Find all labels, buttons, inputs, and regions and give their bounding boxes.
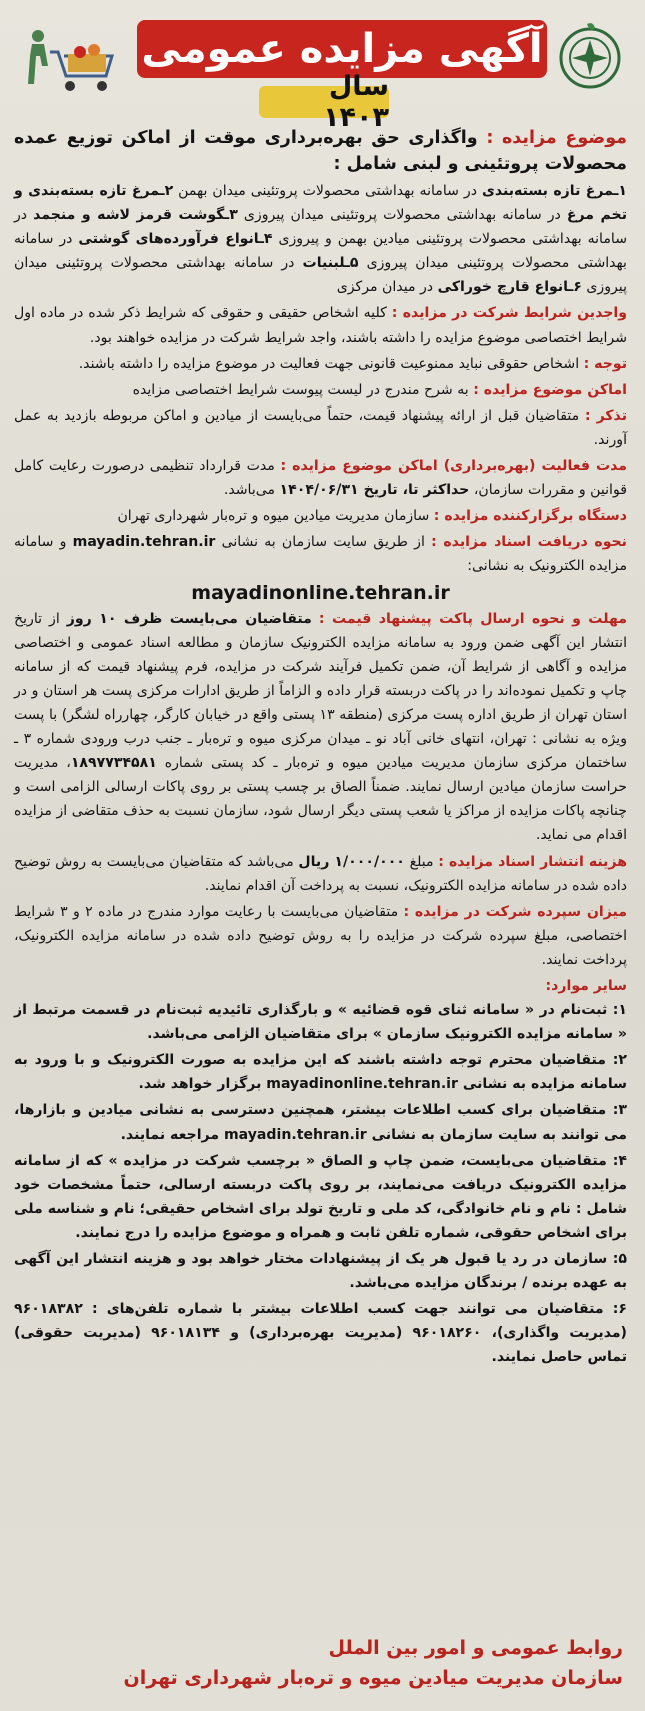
duration-paragraph — [14, 454, 627, 502]
subject-items — [14, 179, 627, 299]
note-paragraph — [14, 352, 627, 376]
documents-text-2: و سامانه مزایده الکترونیک به نشانی: — [14, 534, 627, 575]
other-item: ۵: سازمان در رد یا قبول هر یک از پیشنهادات مختار خواهد بود و هزینه انتشار این آگهی به عهده برنده / برندگان مزایده می‌باشد. — [14, 1251, 627, 1292]
reminder-paragraph — [14, 404, 627, 452]
item-place: در سامانه بهداشتی محصولات پروتئینی میدان بهمن — [178, 183, 477, 199]
item-number: ۳ـ — [224, 207, 238, 224]
organizer-text: سازمان مدیریت میادین میوه و تره‌بار شهرداری تهران — [117, 508, 430, 525]
duration-text: مدت قرارداد تنظیمی درصورت رعایت کامل قوانین و مقررات سازمان، — [14, 458, 627, 499]
eligibility-paragraph — [14, 301, 627, 349]
year-box — [259, 71, 389, 133]
item-name: لبنیات — [302, 255, 346, 272]
locations-label: اماکن موضوع مزایده : — [473, 381, 627, 398]
duration-text-end: می‌باشد. — [223, 482, 276, 499]
item-number: ۱ـ — [613, 183, 628, 199]
shopping-cart-icon — [24, 28, 116, 96]
other-item: ۴: متقاضیان می‌بایست، ضمن چاپ و الصاق « برچسب شرکت در مزایده » که از سامانه مزایده الکترونیک دریافت می‌نمایند، بر روی پاکت دربسته ارسالی، حتماً مشخصات خود شامل : نام و نام خانوادگی، کد ملی و تاریخ تولد برای اشخاص حقیقی؛ نام و شناسه ملی برای اشخاص حقوقی، شماره تلفن ثابت و همراه و موضوع مزایده را درج نمایند. — [14, 1152, 627, 1241]
item-place: در میدان مرکزی — [336, 279, 434, 296]
reminder-label: تذکر : — [584, 407, 627, 424]
ad-body — [14, 125, 627, 1370]
eligibility-label: واجدین شرایط شرکت در مزایده : — [391, 305, 627, 322]
header — [14, 14, 627, 133]
doc-cost-text: مبلغ — [409, 853, 434, 870]
deadline-label: مهلت و نحوه ارسال پاکت پیشنهاد قیمت : — [318, 610, 627, 627]
other-heading — [14, 974, 627, 998]
footer-line-2: سازمان مدیریت میادین میوه و تره‌بار شهرداری تهران — [123, 1667, 623, 1689]
other-item: ۳: متقاضیان برای کسب اطلاعات بیشتر، همچنین دسترسی به نشانی میادین و بازارها، می توانند به سایت سازمان به نشانی mayadin.tehran.ir مراجعه نمایند. — [14, 1102, 627, 1143]
deposit-paragraph — [14, 900, 627, 972]
organizer-label: دستگاه برگزارکننده مزایده : — [433, 508, 627, 525]
deadline-text-2: ، مدیریت حراست سازمان میادین ارسال نمایند. ضمناً الصاق بر چسب پستی بر روی پاکات ارسالی الزامی است و چنانچه پاکات مزایده از مراکز یا شعب پستی دیگر ارسال شود، سازمان نسبت به حذف متقاضی از مزایده اقدام می نماید. — [14, 755, 627, 844]
tehran-municipality-logo-icon — [557, 20, 623, 90]
footer-line-1: روابط عمومی و امور بین الملل — [328, 1637, 623, 1659]
item-number: ۴ـ — [259, 231, 273, 248]
other-label: سایر موارد: — [545, 978, 627, 994]
deposit-text: متقاضیان می‌بایست با رعایت موارد مندرج در ماده ۲ و ۳ شرایط اختصاصی، مبلغ سپرده شرکت در مزایده را به روش توضیح داده شده در سامانه مزایده الکترونیک، پرداخت نمایند. — [14, 903, 627, 968]
other-item: ۱: ثبت‌نام در « سامانه ثنای قوه قضائیه » و بارگذاری تائیدیه ثبت‌نام در قسمت مرتبط از « سامانه مزایده الکترونیک سازمان » برای متقاضیان الزامی می‌باشد. — [14, 1002, 627, 1043]
year-label: سال ۱۴۰۳ — [323, 71, 389, 133]
locations-text: به شرح مندرج در لیست پیوست شرایط اختصاصی مزایده — [132, 381, 469, 398]
duration-label: مدت فعالیت (بهره‌برداری) اماکن موضوع مزایده : — [280, 458, 627, 475]
title-banner — [137, 20, 547, 78]
other-item: ۲: متقاضیان محترم توجه داشته باشند که این مزایده به صورت الکترونیک و با ورود به سامانه مزایده به نشانی mayadinonline.tehran.ir برگزار خواهد شد. — [14, 1052, 627, 1093]
item-place: در سامانه بهداشتی محصولات پروتئینی میدان پیروزی — [14, 255, 627, 296]
other-item: ۶: متقاضیان می توانند جهت کسب اطلاعات بیشتر با شماره تلفن‌های : ۹۶۰۱۸۳۸۲ (مدیریت واگذاری)، ۹۶۰۱۸۲۶۰ (مدیریت بهره‌برداری) و ۹۶۰۱۸۱۳۴ (مدیریت حقوقی) تماس حاصل نمایند. — [14, 1301, 627, 1366]
subject-label: موضوع مزایده : — [486, 128, 628, 148]
item-name: مرغ تازه بسته‌بندی و تخم مرغ — [14, 183, 627, 224]
item-place: در سامانه بهداشتی محصولات پروتئینی میدان پیروزی — [14, 231, 627, 272]
item-place: در سامانه بهداشتی محصولات پروتئینی میادین بهمن و پیروزی — [14, 207, 628, 248]
reminder-text: متقاضیان قبل از ارائه پیشنهاد قیمت، حتماً می‌بایست از میادین و اماکن مربوطه بازدید به عمل آورند. — [14, 407, 627, 448]
documents-paragraph — [14, 530, 627, 578]
doc-cost-amount: ۱/۰۰۰/۰۰۰ ریال — [298, 853, 405, 870]
deadline-text: از تاریخ انتشار این آگهی ضمن ورود به سامانه مزایده الکترونیک سازمان و مطالعه اسناد عمومی و اختصاصی مزایده و آگاهی از شرایط آن، ضمن تکمیل فرآیند شرکت در مزایده، فرم پیشنهاد قیمت که از سامانه چاپ و تکمیل نموده‌اند را در پاکت دربسته قرار داده و الزاماً از طریق ادارات مرکزی پست هر استان و در استان تهران از طریق اداره پست مرکزی (منطقه ۱۳ پستی واقع در خیابان کارگر، چهارراه لشگر) با پست ویژه به نشانی : تهران، انتهای خانی آباد نو ـ میدان مرکزی میوه و تره‌بار ـ جنب درب ورودی شماره ۳ ـ ساختمان مرکزی سازمان مدیریت میادین میوه و تره‌بار ـ کد پستی شماره — [14, 610, 628, 772]
eligibility-text: کلیه اشخاص حقیقی و حقوقی که شرایط ذکر شده در ماده اول شرایط اختصاصی موضوع مزایده را داشته باشند، واجد شرایط شرکت در مزایده خواهند بود. — [14, 305, 627, 346]
doc-cost-paragraph — [14, 850, 627, 898]
item-place: در سامانه بهداشتی محصولات پروتئینی میدان پیروزی — [243, 207, 561, 224]
item-name: گوشت قرمز لاشه و منجمد — [33, 207, 225, 224]
banner-title: آگهی مزایده عمومی — [141, 26, 543, 72]
note-label: توجه : — [583, 355, 627, 372]
duration-deadline: حداکثر تا، تاریخ ۱۴۰۴/۰۶/۳۱ — [279, 482, 470, 499]
deadline-lead: متقاضیان می‌بایست ظرف ۱۰ روز — [66, 610, 312, 627]
doc-cost-text-2: می‌باشد که متقاضیان می‌بایست به روش توضیح داده شده در سامانه مزایده الکترونیک، نسبت به پرداخت آن اقدام نمایند. — [14, 853, 627, 894]
item-name: انواع فرآورده‌های گوشتی — [78, 231, 260, 248]
locations-paragraph — [14, 378, 627, 402]
postal-code: ۱۸۹۷۷۳۴۵۸۱ — [70, 755, 157, 772]
item-name: انواع قارچ خوراکی — [437, 279, 569, 296]
note-text: اشخاص حقوقی نباید ممنوعیت قانونی جهت فعالیت در موضوع مزایده را داشته باشند. — [78, 355, 580, 372]
auction-system-link[interactable]: mayadinonline.tehran.ir — [191, 581, 450, 604]
item-number: ۲ـ — [159, 183, 174, 199]
item-name: مرغ تازه بسته‌بندی — [481, 183, 614, 199]
organizer-paragraph — [14, 504, 627, 528]
deadline-paragraph — [14, 607, 627, 848]
site-link[interactable]: mayadin.tehran.ir — [72, 534, 216, 551]
subject-heading: واگذاری حق بهره‌برداری موقت از اماکن توزیع عمده محصولات پروتئینی و لبنی شامل : — [14, 128, 627, 174]
deposit-label: میزان سپرده شرکت در مزایده : — [403, 903, 627, 920]
item-number: ۶ـ — [568, 279, 582, 296]
documents-text: از طریق سایت سازمان به نشانی — [221, 534, 425, 551]
doc-cost-label: هزینه انتشار اسناد مزایده : — [438, 853, 628, 870]
item-number: ۵ـ — [345, 255, 359, 272]
documents-label: نحوه دریافت اسناد مزایده : — [431, 534, 627, 551]
footer-signature — [124, 1633, 623, 1693]
